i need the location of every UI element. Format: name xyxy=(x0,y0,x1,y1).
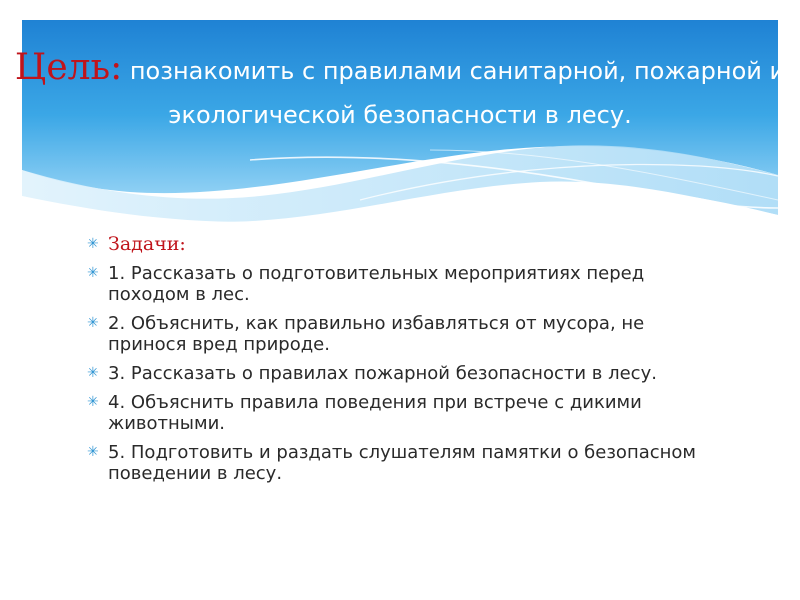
tasks-heading: Задачи: xyxy=(108,233,186,255)
task-item xyxy=(87,313,727,355)
bullet-star-icon: ✳ xyxy=(87,365,99,381)
bullet-star-icon: ✳ xyxy=(87,444,99,460)
task-item xyxy=(87,442,727,484)
slide-title xyxy=(0,46,800,137)
title-text: познакомить с правилами санитарной, пожарной и экологической безопасности в лесу. xyxy=(122,57,786,129)
task-text: 3. Рассказать о правилах пожарной безопасности в лесу. xyxy=(108,363,657,384)
bullet-star-icon: ✳ xyxy=(87,394,99,410)
task-text: 2. Объяснить, как правильно избавляться от мусора, не принося вред природе. xyxy=(108,313,645,355)
task-text: 1. Рассказать о подготовительных мероприятиях перед походом в лес. xyxy=(108,263,645,305)
title-lead: Цель: xyxy=(14,47,123,88)
task-item xyxy=(87,263,727,305)
bullet-star-icon: ✳ xyxy=(87,236,99,252)
task-item xyxy=(87,363,727,384)
bullet-star-icon: ✳ xyxy=(87,265,99,281)
tasks-heading-item xyxy=(87,234,727,255)
task-text: 4. Объяснить правила поведения при встрече с дикими животными. xyxy=(108,392,642,434)
task-item xyxy=(87,392,727,434)
task-text: 5. Подготовить и раздать слушателям памятки о безопасном поведении в лесу. xyxy=(108,442,696,484)
tasks-list xyxy=(87,234,727,492)
bullet-star-icon: ✳ xyxy=(87,315,99,331)
